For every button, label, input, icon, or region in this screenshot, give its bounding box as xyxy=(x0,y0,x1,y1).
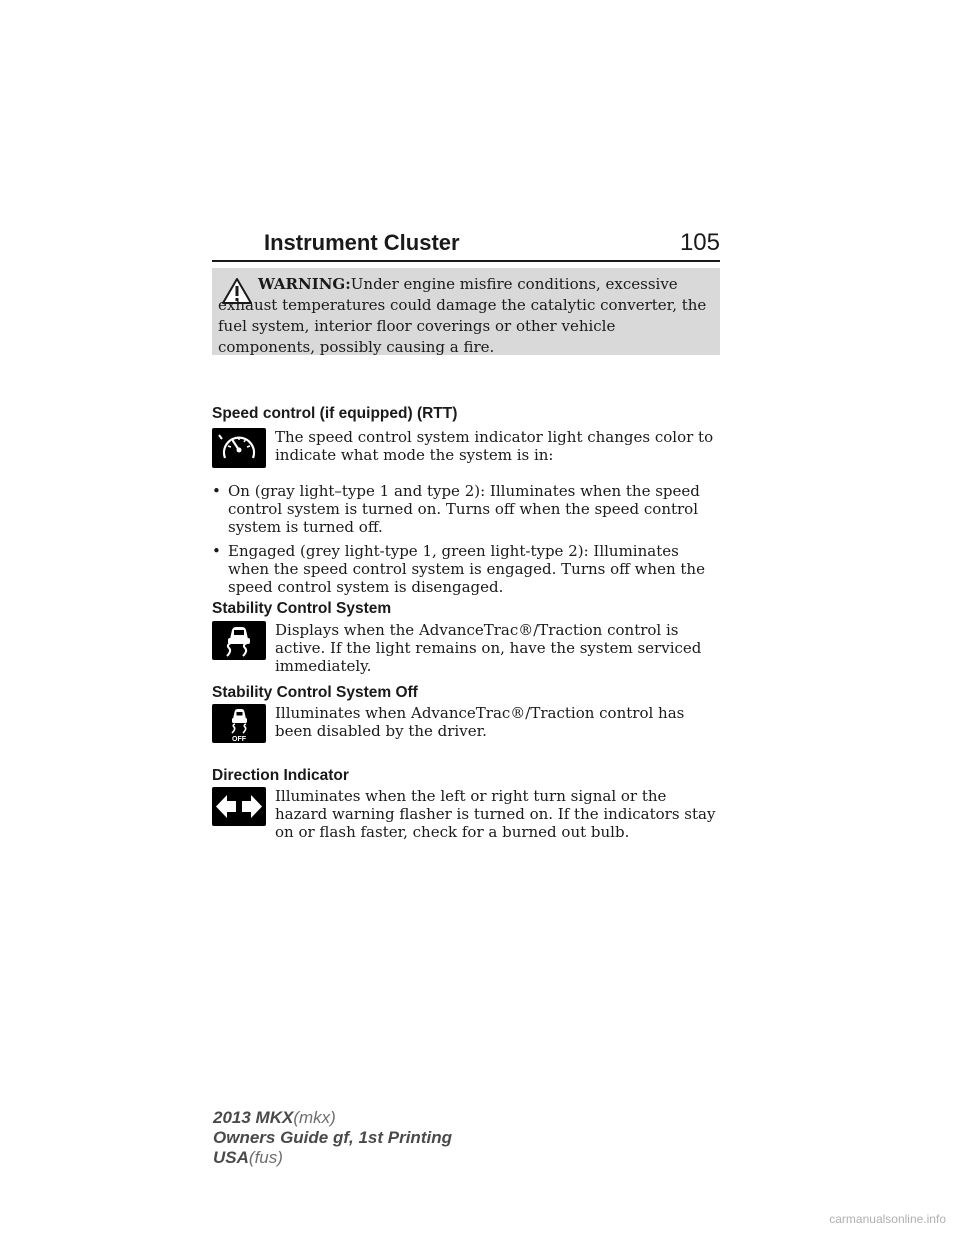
stability-off-icon xyxy=(212,704,266,743)
warning-box xyxy=(212,268,720,355)
stability-off-heading: Stability Control System Off xyxy=(212,684,418,701)
warning-body: Under engine misfire conditions, excessive exhaust temperatures could damage the catalytic converter, the fuel system, interior floor coverings or other vehicle components, possibly causing a fire. xyxy=(218,275,707,356)
page-number: 105 xyxy=(679,229,720,256)
section-title: Instrument Cluster xyxy=(264,230,460,255)
direction-indicator-section xyxy=(212,766,720,866)
speed-control-list xyxy=(212,482,720,602)
stability-off-section xyxy=(212,683,720,753)
warning-label: WARNING: xyxy=(258,275,351,293)
direction-indicator-light xyxy=(212,787,266,826)
direction-indicator-description: Illuminates when the left or right turn signal or the hazard warning flasher is turned on. If the indicators stay on or flash faster, check for a burned out bulb. xyxy=(275,787,716,841)
stability-off-indicator xyxy=(212,704,266,743)
footer-line-model: 2013 MKX(mkx) xyxy=(213,1108,336,1127)
document-footer xyxy=(213,1108,452,1168)
stability-control-section xyxy=(212,599,720,675)
direction-indicator-heading: Direction Indicator xyxy=(212,767,349,784)
list-item: • Engaged (grey light-type 1, green light-type 2): Illuminates when the speed control system is engaged. Turns off when the speed control system is disengaged. xyxy=(212,542,720,596)
speedometer-icon xyxy=(212,428,266,468)
skidding-car-icon xyxy=(212,621,266,660)
speed-control-heading: Speed control (if equipped) (RTT) xyxy=(212,405,458,422)
turn-arrows-icon xyxy=(212,787,266,826)
footer-line-guide: Owners Guide gf, 1st Printing xyxy=(213,1128,452,1147)
speed-control-section xyxy=(212,404,720,604)
stability-off-description: Illuminates when AdvanceTrac®/Traction control has been disabled by the driver. xyxy=(275,704,685,740)
off-label: OFF xyxy=(232,736,246,743)
list-item: • On (gray light–type 1 and type 2): Illuminates when the speed control system is turned on. Turns off when the speed control system is turned off. xyxy=(212,482,720,536)
footer-line-region: USA(fus) xyxy=(213,1148,283,1167)
stability-control-indicator xyxy=(212,621,266,660)
speed-control-indicator xyxy=(212,428,266,468)
watermark: carmanualsonline.info xyxy=(829,1212,946,1226)
stability-control-heading: Stability Control System xyxy=(212,600,392,617)
stability-control-description: Displays when the AdvanceTrac®/Traction control is active. If the light remains on, have the system serviced immediately. xyxy=(275,621,702,675)
warning-text xyxy=(218,274,712,358)
speed-control-description: The speed control system indicator light changes color to indicate what mode the system is in: xyxy=(275,428,714,464)
page-header xyxy=(212,228,720,262)
